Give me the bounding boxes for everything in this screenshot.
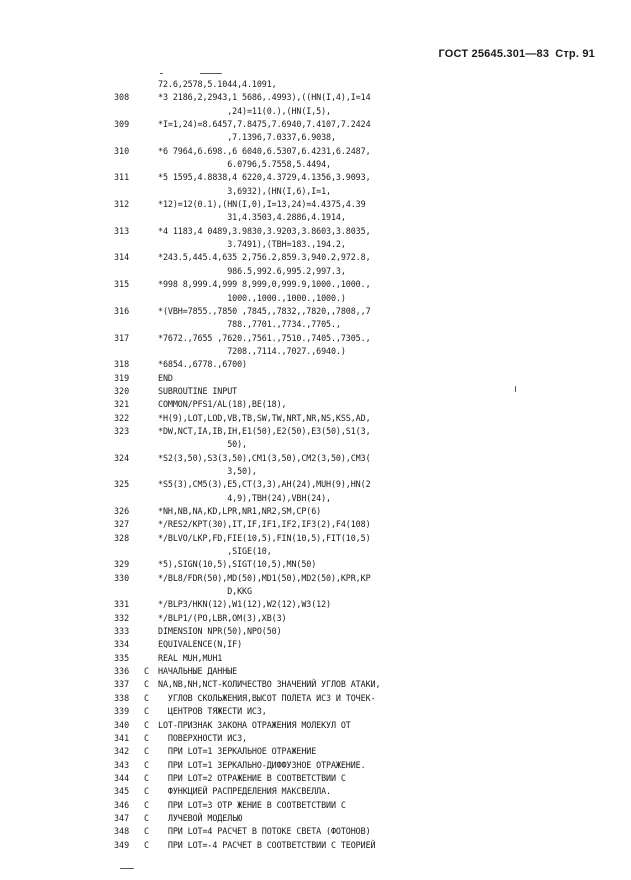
code-text: *6854.,6778.,6700) [158,359,247,370]
code-text: *243.5,445.4,635 2,756.2,859.3,940.2,972.8, [158,252,371,263]
line-number: 326 [114,506,130,516]
code-text: *7672.,7655 ,7620.,7561.,7510.,7405.,7305., [158,332,371,343]
code-text: 72.6,2578,5.1044,4.1091, [158,79,277,89]
code-text: *998 8,999.4,999 8,999,0,999.9,1000.,1000., [158,279,371,290]
comment-marker: C [144,706,150,717]
line-number: 310 [114,145,130,156]
code-line [0,638,631,651]
code-text: *6 7964,6.698.,6 6040,6.5307,6.4231,6.2487, [158,145,371,156]
code-line [0,185,631,198]
code-line [0,438,631,451]
code-line [0,518,631,531]
code-line [0,625,631,638]
code-text: 31,4.3503,4.2886,4.1914, [158,212,346,223]
code-line [0,91,631,104]
code-text: *DW,NCT,IA,IB,IH,E1(50),E2(50),E3(50),S1(3, [158,425,371,436]
code-text: *5 1595,4.8838,4 6220,4.3729,4.1356,3.9093, [158,172,371,183]
code-text: */BLVO/LKP,FD,FIE(10,5),FIN(10,5),FIT(10,5) [158,532,371,543]
comment-marker: C [144,746,150,757]
code-line [0,425,631,438]
code-line [0,732,631,745]
line-number: 344 [114,772,130,783]
line-number: 327 [114,519,130,530]
line-number: 322 [114,412,130,423]
line-number: 340 [114,719,130,730]
code-text: LOT-ПРИЗНАК ЗАКОНА ОТРАЖЕНИЯ МОЛЕКУЛ ОТ [158,719,351,730]
line-number: 349 [114,839,130,850]
line-number: 312 [114,199,130,210]
code-text: ПРИ LOT=1 ЗЕРКАЛЬНО-ДИФФУЗНОЕ ОТРАЖЕНИЕ. [158,759,366,770]
comment-marker: C [144,759,150,770]
line-number: 321 [114,399,130,410]
line-number: 317 [114,332,130,343]
code-line [0,78,631,91]
code-line [0,211,631,224]
scan-speck [160,73,163,74]
code-text: SUBROUTINE INPUT [158,385,238,396]
line-number: 308 [114,92,130,103]
code-line [0,251,631,264]
line-number: 346 [114,799,130,810]
code-line [0,345,631,358]
scan-speck [200,73,222,74]
line-number: 338 [114,692,130,703]
comment-marker: C [144,719,150,730]
code-line [0,585,631,598]
code-text: ЛУЧЕВОЙ МОДЕЛЬЮ [158,812,243,823]
code-line [0,665,631,678]
code-line [0,118,631,131]
line-number: 315 [114,279,130,290]
code-line [0,318,631,331]
line-number: 330 [114,572,130,583]
line-number: 320 [114,385,130,396]
comment-marker: C [144,732,150,743]
code-text: ,24)=11(0.),(HN(I,5), [158,105,331,116]
code-text: ПРИ LOT=-4 РАСЧЕТ В СООТВЕТСТВИИ С ТЕОРИЕЙ [158,839,376,850]
code-text: ЦЕНТРОВ ТЯЖЕСТИ ИСЗ, [158,706,267,717]
code-line [0,505,631,518]
comment-marker: C [144,812,150,823]
code-line [0,785,631,798]
code-text: 788.,7701.,7734.,7705., [158,319,341,330]
comment-marker: C [144,839,150,850]
code-text: 6.0796,5.7558,5.4494, [158,159,331,170]
code-line [0,238,631,251]
code-line [0,812,631,825]
code-line [0,745,631,758]
line-number: 342 [114,746,130,757]
code-line [0,465,631,478]
code-text: 7208.,7114.,7027.,6940.) [158,345,346,356]
code-listing [0,78,631,852]
code-line [0,705,631,718]
code-text: *S5(3),CM5(3),E5,CT(3,3),AH(24),MUH(9),HN(2 [158,479,371,490]
code-line [0,278,631,291]
line-number: 328 [114,532,130,543]
code-text: */BLP3/HKN(12),W1(12),W2(12),W3(12) [158,599,331,610]
line-number: 314 [114,252,130,263]
code-line [0,772,631,785]
code-text: НАЧАЛЬНЫЕ ДАННЫЕ [158,666,238,677]
code-text: 3,6932),(HN(I,6),I=1, [158,185,331,196]
code-text: ,7.1396,7.0337,6.9038, [158,132,336,143]
code-line [0,452,631,465]
line-number: 341 [114,732,130,743]
code-text: *I=1,24)=8.6457,7.8475,7.6940,7.4107,7.2424 [158,119,371,130]
code-line [0,385,631,398]
code-text: END [158,372,173,383]
line-number: 348 [114,826,130,837]
code-line [0,598,631,611]
code-text: NA,NB,NH,NCT-КОЛИЧЕСТВО ЗНАЧЕНИЙ УГЛОВ АТАКИ, [158,679,381,690]
comment-marker: C [144,679,150,690]
line-number: 343 [114,759,130,770]
code-line [0,105,631,118]
page-number: Стр. 91 [555,48,595,60]
comment-marker: C [144,826,150,837]
code-text: *5),SIGN(10,5),SIGT(10,5),MN(50) [158,559,317,570]
code-text: *3 2186,2,2943,1 5686,.4993),((HN(I,4),I=14 [158,92,371,103]
code-line [0,545,631,558]
comment-marker: C [144,786,150,797]
comment-marker: C [144,692,150,703]
line-number: 323 [114,425,130,436]
comment-marker: C [144,772,150,783]
line-number: 333 [114,626,130,637]
code-line [0,158,631,171]
code-text: *H(9),LOT,LOD,VB,TB,SW,TW,NRT,NR,NS,KSS,AD, [158,412,371,423]
code-text: DIMENSION NPR(50),NPO(50) [158,626,282,637]
code-line [0,372,631,385]
code-text: 986.5,992.6,995.2,997.3, [158,265,346,276]
code-line [0,532,631,545]
code-text: ПРИ LOT=1 ЗЕРКАЛЬНОЕ ОТРАЖЕНИЕ [158,746,317,757]
code-text: 1000.,1000.,1000.,1000.) [158,292,346,303]
line-number: 311 [114,172,130,183]
code-text: 50), [158,439,247,450]
code-line [0,131,631,144]
code-line [0,692,631,705]
line-number: 336 [114,666,130,677]
code-text: ПРИ LOT=3 ОТР ЖЕНИЕ В СООТВЕТСТВИИ С [158,799,346,810]
code-text: ПРИ LOT=4 РАСЧЕТ В ПОТОКЕ СВЕТА (ФОТОНОВ) [158,826,371,837]
code-text: */BL8/FDR(50),MD(50),MD1(50),MD2(50),KPR,KP [158,572,371,583]
code-line [0,759,631,772]
code-text: */RES2/KPT(30),IT,IF,IF1,IF2,IF3(2),F4(108) [158,519,371,530]
code-text: ПОВЕРХНОСТИ ИСЗ, [158,732,247,743]
code-line [0,412,631,425]
code-line [0,558,631,571]
code-line [0,171,631,184]
code-line [0,678,631,691]
code-text: 3.7491),(TBH=183.,194.2, [158,239,346,250]
code-text: *S2(3,50),S3(3,50),CM1(3,50),CM2(3,50),CM3( [158,452,371,463]
page-header [438,48,595,60]
code-line [0,478,631,491]
code-line [0,799,631,812]
code-text: ФУНКЦИЕЙ РАСПРЕДЕЛЕНИЯ МАКСВЕЛЛА. [158,786,331,797]
line-number: 316 [114,305,130,316]
line-number: 339 [114,706,130,717]
code-line [0,198,631,211]
code-text: EQUIVALENCE(N,IF) [158,639,243,650]
code-line [0,292,631,305]
code-text: D,KKG [158,586,252,597]
line-number: 331 [114,599,130,610]
code-text: */BLP1/(PO,LBR,OM(3),XB(3) [158,612,287,623]
line-number: 319 [114,372,130,383]
code-text: *12)=12(0.1),(HN(I,0),I=13,24)=4.4375,4.39 [158,199,366,210]
gost-designation: ГОСТ 25645.301—83 [438,48,550,60]
line-number: 329 [114,559,130,570]
code-text: ,SIGE(10, [158,546,272,557]
code-line [0,305,631,318]
code-line [0,265,631,278]
line-number: 347 [114,812,130,823]
code-line [0,612,631,625]
line-number: 332 [114,612,130,623]
code-line [0,398,631,411]
code-text: REAL MUH,MUH1 [158,652,223,663]
line-number: 335 [114,652,130,663]
line-number: 334 [114,639,130,650]
code-text: ПРИ LOT=2 ОТРАЖЕНИЕ В СООТВЕТСТВИИ С [158,772,346,783]
code-line [0,652,631,665]
comment-marker: C [144,799,150,810]
code-text: *(VBH=7855.,7850 ,7845,,7832,,7820,,7808,,7 [158,305,371,316]
code-line [0,839,631,852]
line-number: 345 [114,786,130,797]
code-line [0,825,631,838]
code-text: 3,50), [158,465,257,476]
line-number: 318 [114,359,130,370]
code-line [0,225,631,238]
line-number: 309 [114,119,130,130]
code-line [0,332,631,345]
code-text: 4,9),TBH(24),VBH(24), [158,492,331,503]
code-line [0,572,631,585]
line-number: 313 [114,225,130,236]
code-line [0,145,631,158]
line-number: 325 [114,479,130,490]
code-line [0,492,631,505]
code-line [0,358,631,371]
code-line [0,719,631,732]
comment-marker: C [144,666,150,677]
line-number: 337 [114,679,130,690]
code-text: COMMON/PFS1/AL(18),BE(18), [158,399,287,410]
code-text: УГЛОВ СКОЛЬЖЕНИЯ,ВЫСОТ ПОЛЕТА ИСЗ И ТОЧЕК- [158,692,376,703]
line-number: 324 [114,452,130,463]
scan-speck [120,868,134,869]
code-text: *4 1183,4 0489,3.9830,3.9203,3.8603,3.8035, [158,225,371,236]
code-text: *NH,NB,NA,KD,LPR,NR1,NR2,SM,CP(6) [158,506,322,516]
